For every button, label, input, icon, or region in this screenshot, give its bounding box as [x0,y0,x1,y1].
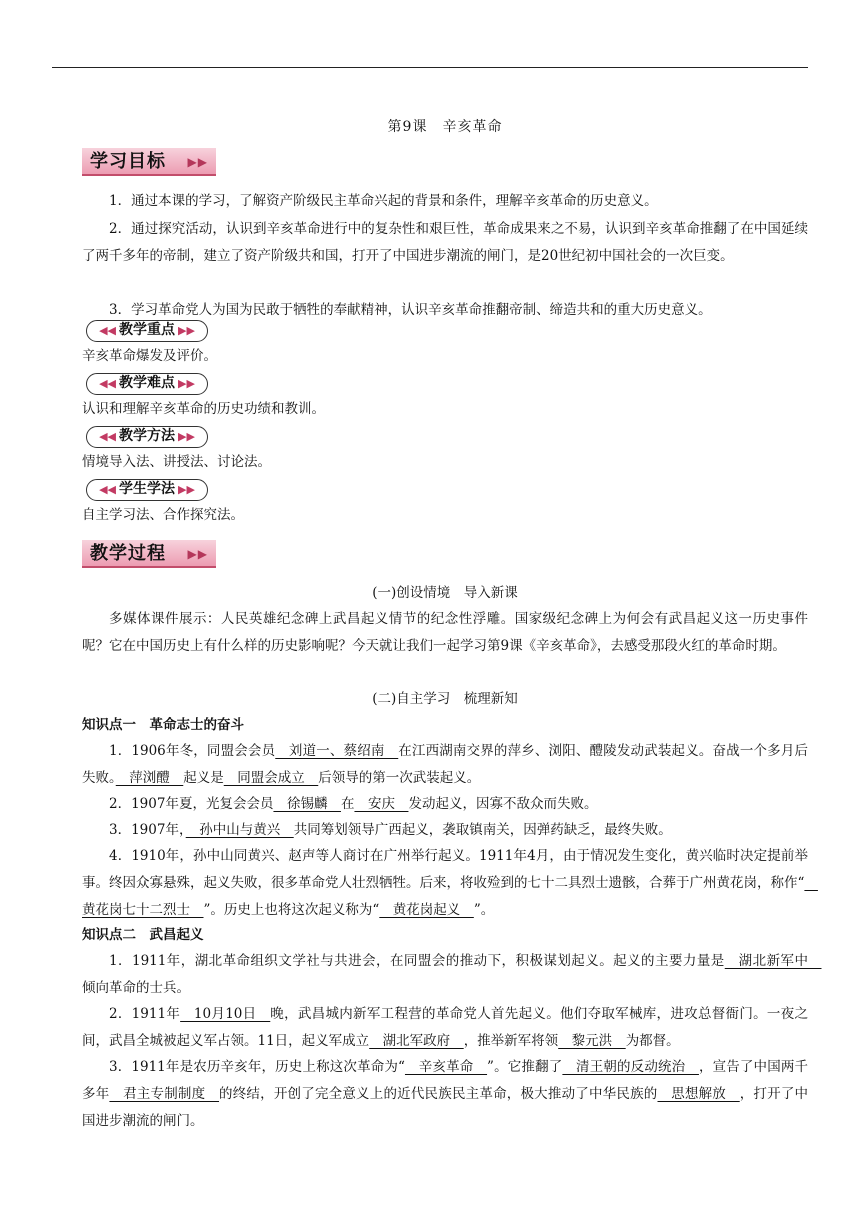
kp2-item-1: 1．1911年，湖北革命组织文学社与共进会，在同盟会的推动下，积极谋划起义。起义的主要力量是 湖北新军中 倾向革命的士兵。 [82,953,822,996]
kp1-item-1: 1．1906年冬，同盟会会员 刘道一、蔡绍南 在江西湖南交界的萍乡、浏阳、醴陵发动武装起义。奋战一个多月后失败。 萍浏醴 起义是 同盟会成立 后领导的第一次武装起义。 [82,743,809,786]
double-left-icon: ◀◀ [99,324,116,337]
kp1-item-3: 3．1907年， 孙中山与黄兴 共同筹划领导广西起义，袭取镇南关，因弹药缺乏，最终失败。 [109,822,672,838]
objective-2: 2．通过探究活动，认识到辛亥革命进行中的复杂性和艰巨性，革命成果来之不易，认识到辛亥革命推翻了在中国延续了两千多年的帝制，建立了资产阶级共和国，打开了中国进步潮流的闸门，是20世纪初中国社会的一次巨变。 [82,221,808,264]
objective-1: 1．通过本课的学习，了解资产阶级民主革命兴起的背景和条件，理解辛亥革命的历史意义。 [109,193,658,209]
double-arrow-icon: ▶▶ [187,155,208,169]
kp2-item-3: 3．1911年是农历辛亥年，历史上称这次革命为“ 辛亥革命 ”。它推翻了 清王朝的反动统治 ，宣告了中国两千多年 君主专制制度 的终结，开创了完全意义上的近代民族民主革命，极大推动了中华民族的 思想解放 ，打开了中国进步潮流的闸门。 [82,1059,809,1129]
double-left-icon: ◀◀ [99,430,116,443]
lesson-title [82,116,808,136]
key-point-text: 辛亥革命爆发及评价。 [82,348,217,364]
difficulty-label: ◀◀ 教学难点 ▶▶ [86,373,208,395]
knowledge-point-1-heading: 知识点一 革命志士的奋斗 [82,717,244,733]
header-rule [52,67,808,68]
kp1-item-2: 2．1907年夏，光复会会员 徐锡麟 在 安庆 发动起义，因寡不敌众而失败。 [109,796,598,812]
method-label: ◀◀ 教学方法 ▶▶ [86,426,208,448]
double-right-icon: ▶▶ [178,377,195,390]
learn-text: 自主学习法、合作探究法。 [82,507,244,523]
knowledge-point-2-heading: 知识点二 武昌起义 [82,927,204,943]
double-left-icon: ◀◀ [99,377,116,390]
key-point-label: ◀◀ 教学重点 ▶▶ [86,320,208,342]
objectives-banner: 学习目标 ▶▶ [82,148,216,176]
difficulty-text: 认识和理解辛亥革命的历史功绩和教训。 [82,401,325,417]
double-right-icon: ▶▶ [178,483,195,496]
learn-label: ◀◀ 学生学法 ▶▶ [86,479,208,501]
method-text: 情境导入法、讲授法、讨论法。 [82,454,271,470]
kp1-item-4: 4．1910年，孙中山同黄兴、赵声等人商讨在广州举行起义。1911年4月，由于情况发生变化，黄兴临时决定提前举事。终因众寡悬殊，起义失败，很多革命党人壮烈牺牲。后来，将收殓到的七十二具烈士遗骸，合葬于广州黄花岗，称作“ 黄花岗七十二烈士 ”。历史上也将这次起义称为“ 黄花岗起义 ”。 [82,848,818,918]
double-right-icon: ▶▶ [178,430,195,443]
process-banner: 教学过程 ▶▶ [82,540,216,568]
lesson-name: 辛亥革命 [442,119,503,135]
section-1-text: 多媒体课件展示：人民英雄纪念碑上武昌起义情节的纪念性浮雕。国家级纪念碑上为何会有武昌起义这一历史事件呢？它在中国历史上有什么样的历史影响呢？今天就让我们一起学习第9课《辛亥革命》，去感受那段火红的革命时期。 [82,611,808,654]
lesson-number: 第9课 [387,119,428,135]
double-left-icon: ◀◀ [99,483,116,496]
double-arrow-icon: ▶▶ [187,547,208,561]
objective-3: 3．学习革命党人为国为民敢于牺牲的奉献精神，认识辛亥革命推翻帝制、缔造共和的重大历史意义。 [109,302,712,318]
section-1-heading: (一)创设情境 导入新课 [372,585,518,601]
kp2-item-2: 2．1911年 10月10日 晚，武昌城内新军工程营的革命党人首先起义。他们夺取军械库，进攻总督衙门。一夜之间，武昌全城被起义军占领。11日，起义军成立 湖北军政府 ，推举新军将领 黎元洪 为都督。 [82,1006,809,1049]
section-2-heading: (二)自主学习 梳理新知 [372,691,518,707]
double-right-icon: ▶▶ [178,324,195,337]
